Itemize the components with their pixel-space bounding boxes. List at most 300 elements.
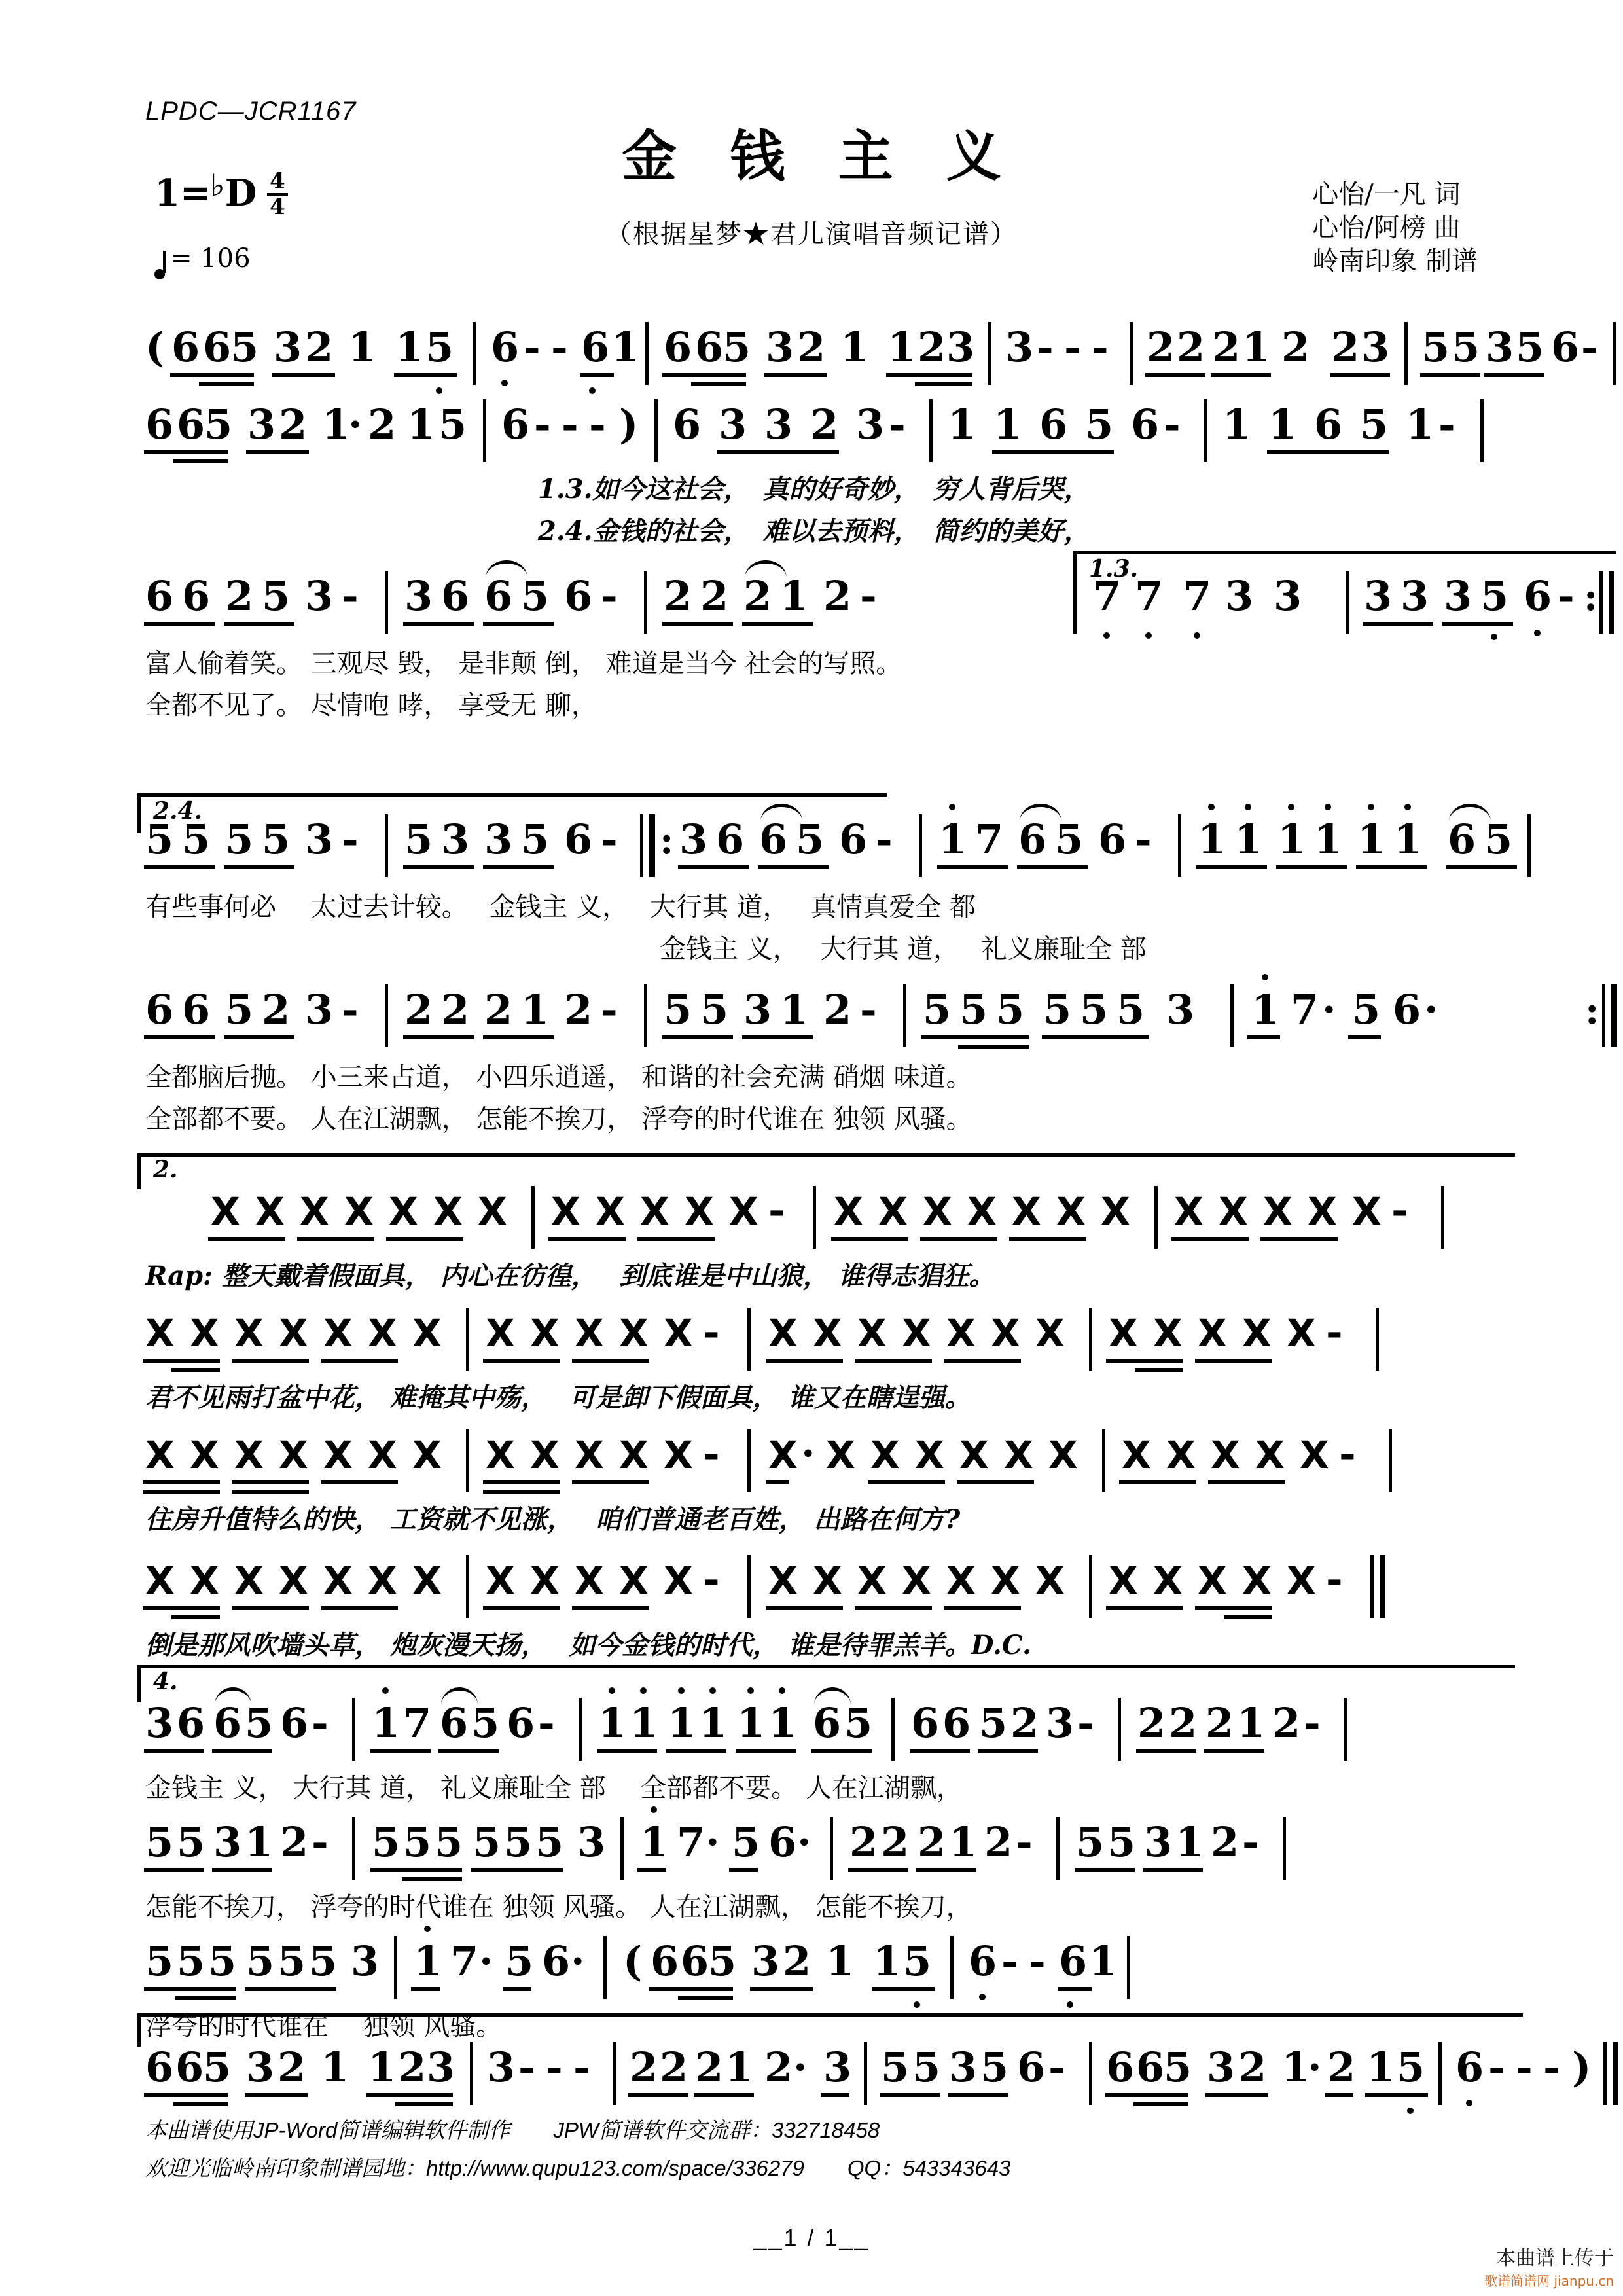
note: 7: [975, 816, 1004, 863]
note: 3: [743, 986, 772, 1033]
lyric-line: 富人偷着笑。 三观尽 毁， 是非颠 倒， 难道是当今 社会的写照。: [145, 649, 902, 679]
beam: [1208, 1480, 1285, 1484]
rap-x: X: [1287, 1311, 1316, 1355]
beam: [1196, 865, 1267, 869]
note: 5: [708, 1937, 737, 1985]
rap-x: X: [279, 1311, 308, 1355]
rap-x: X: [596, 1189, 625, 1234]
note: 5: [504, 1818, 533, 1866]
note: 2: [810, 401, 839, 448]
note: 6: [440, 1699, 469, 1747]
watermark: [1484, 2242, 1614, 2289]
beam: [438, 1749, 499, 1753]
note: 2: [823, 986, 852, 1033]
note: 2: [564, 986, 593, 1033]
beam: [232, 1480, 309, 1484]
rap-x: X: [967, 1189, 997, 1234]
rap-x: X: [575, 1311, 604, 1355]
beam: [937, 865, 1008, 869]
rap-x: X: [902, 1311, 931, 1355]
barline: [1283, 1817, 1286, 1880]
note: 6: [542, 1937, 571, 1985]
rap-x: X: [619, 1558, 649, 1603]
barline: [620, 1817, 624, 1880]
low-octave-dot: [1491, 634, 1497, 640]
beam: [1204, 1749, 1264, 1753]
note: 1: [368, 2043, 397, 2091]
beam: [403, 622, 474, 626]
barline: [1344, 1698, 1347, 1761]
beam: [957, 1480, 1034, 1484]
barline: [579, 1698, 582, 1761]
note: 2: [797, 323, 826, 371]
note: 3: [679, 816, 708, 863]
rap-lyrics-2: [145, 1377, 1480, 1429]
lyric-line: 倒是那风吹墙头草， 炮灰漫天扬， 如今金钱的时代， 谁是待罪羔羊。D.C.: [145, 1630, 1032, 1660]
beam: [144, 1987, 236, 1991]
rap-x: X: [368, 1558, 397, 1603]
note-row-8: [145, 1937, 1480, 1996]
song-subtitle: （根据星梦★君儿演唱音频记谱）: [605, 219, 1018, 249]
beam: [402, 1877, 462, 1881]
final-bracket: [137, 2013, 1523, 2047]
note: 2: [1211, 1818, 1240, 1866]
note: 5: [262, 572, 291, 620]
credit-lyricist: 心怡/一凡 词: [1312, 179, 1461, 209]
barline: [394, 1936, 397, 1999]
beam: [691, 382, 746, 386]
sustain-dash: -: [546, 2043, 563, 2091]
note: 1: [640, 1818, 669, 1866]
lyric-line: 住房升值特么的快， 工资就不见涨， 咱们普通老百姓， 出路在何方?: [145, 1504, 961, 1535]
beam: [471, 1868, 563, 1872]
barline: [813, 1186, 816, 1249]
note: 1: [1366, 2043, 1395, 2091]
note: 6: [651, 1937, 679, 1985]
beam: [1276, 865, 1347, 869]
beam: [170, 373, 254, 377]
beam: [1195, 1606, 1272, 1610]
dot: ·: [479, 1937, 493, 1985]
tie: [745, 560, 787, 578]
rap-x: X: [768, 1433, 798, 1477]
rap-x: X: [1300, 1433, 1329, 1477]
note: 2: [743, 572, 772, 620]
beam: [1205, 2093, 1268, 2097]
lyric-line: 全都不见了。 尽情咆 哮， 享受无 聊，: [145, 691, 597, 721]
barline: [1370, 1555, 1374, 1618]
note: 2: [484, 986, 513, 1033]
note: 7: [1291, 986, 1319, 1033]
note: 1: [372, 1699, 401, 1747]
rap-note-row-1: [145, 1186, 1480, 1247]
barline: [466, 1429, 469, 1492]
note: 2: [225, 572, 254, 620]
meter-denominator: 4: [270, 193, 285, 220]
barline: [1480, 399, 1484, 462]
sustain-dash: -: [524, 323, 541, 371]
note: 1: [725, 2043, 754, 2091]
high-octave-dot: [1325, 804, 1331, 810]
rap-x: X: [145, 1433, 175, 1477]
beam: [212, 1749, 272, 1753]
note: 6: [1039, 401, 1068, 448]
beam: [483, 1035, 554, 1039]
note: 6: [1448, 816, 1476, 863]
beam: [199, 382, 254, 386]
rap-x: X: [1035, 1558, 1065, 1603]
barline: [1127, 1936, 1130, 1999]
note: 2: [660, 2043, 688, 2091]
note: 7: [1093, 572, 1122, 620]
note: 2: [664, 572, 692, 620]
beam: [1136, 1749, 1196, 1753]
beam: [1363, 622, 1433, 626]
note: 3: [427, 2043, 455, 2091]
barline: [919, 814, 922, 877]
rap-x: X: [1109, 1311, 1138, 1355]
note: 1: [598, 1699, 627, 1747]
beam: [232, 1606, 309, 1610]
sustain-dash: -: [342, 986, 359, 1033]
rap-x: X: [1308, 1189, 1337, 1234]
rap-x: X: [1048, 1433, 1078, 1477]
barline: [1441, 1186, 1444, 1249]
beam: [1106, 1606, 1183, 1610]
beam: [143, 1490, 220, 1494]
note: 2: [398, 2043, 427, 2091]
rap-x: X: [1056, 1189, 1086, 1234]
rap-x: X: [234, 1433, 264, 1477]
note: 5: [1055, 816, 1084, 863]
rap-x: X: [368, 1311, 397, 1355]
barline: [929, 399, 933, 462]
beam: [1442, 622, 1513, 626]
rap-x: X: [279, 1433, 308, 1477]
note: 3: [1166, 986, 1195, 1033]
note: 2: [1272, 1699, 1301, 1747]
barline: [603, 1936, 607, 1999]
barline: [891, 1698, 895, 1761]
sustain-dash: -: [562, 401, 579, 448]
lyrics-block-4: [145, 1056, 1480, 1148]
note: 6: [491, 323, 520, 371]
note: 5: [435, 1818, 463, 1866]
volta-number: 4.: [153, 1668, 178, 1695]
note: 2: [305, 323, 334, 371]
note: 1: [414, 1937, 442, 1985]
credit-engraver: 岭南印象 制谱: [1312, 246, 1478, 277]
lyric-line: 金钱主 义， 大行其 道， 礼义廉耻全 部 全部都不要。 人在江湖飘，: [145, 1773, 963, 1803]
sustain-dash: -: [1077, 1699, 1094, 1747]
barline: [747, 1308, 751, 1371]
note: 5: [521, 816, 550, 863]
beam: [403, 1035, 474, 1039]
beam: [144, 1035, 215, 1039]
beam: [1075, 1868, 1135, 1872]
note: 3: [764, 401, 793, 448]
note: 3: [949, 2043, 978, 2091]
barline: [1154, 1186, 1158, 1249]
note: 3: [1005, 323, 1034, 371]
rap-x: X: [145, 1311, 175, 1355]
beam: [1224, 1615, 1272, 1619]
rap-x: X: [323, 1433, 353, 1477]
note: 1: [768, 1699, 797, 1747]
barline: [654, 399, 658, 462]
note: 6: [1314, 401, 1343, 448]
beam: [224, 865, 294, 869]
beam: [144, 622, 215, 626]
note: 7: [1135, 572, 1164, 620]
beam: [694, 2093, 754, 2097]
rap-x: X: [826, 1433, 855, 1477]
note: 1: [1394, 816, 1423, 863]
note-row-2: [145, 401, 1480, 459]
note: 6: [813, 1699, 842, 1747]
rap-x: X: [323, 1311, 353, 1355]
rap-x: X: [211, 1189, 240, 1234]
dot: ·: [348, 401, 363, 448]
rap-x: X: [1263, 1189, 1293, 1234]
lyric-line: 浮夸的时代谁在 独领 风骚。: [145, 2011, 503, 2041]
beam: [1330, 373, 1390, 377]
beam: [224, 1035, 294, 1039]
tempo-marking: [154, 243, 251, 274]
time-signature: [267, 170, 288, 218]
beam: [958, 1045, 1029, 1049]
note: 2: [1010, 1699, 1039, 1747]
rap-x: X: [486, 1433, 515, 1477]
sustain-dash: -: [1029, 1937, 1046, 1985]
note: 2: [1147, 323, 1175, 371]
beam: [572, 1480, 649, 1484]
note: 5: [372, 1818, 401, 1866]
note: 5: [177, 1937, 205, 1985]
paren-open: (: [145, 323, 165, 371]
note: 1: [1234, 816, 1263, 863]
note: 6: [145, 572, 174, 620]
beam: [666, 1749, 726, 1753]
beam: [662, 1035, 733, 1039]
beam: [1042, 1035, 1149, 1039]
note: 6: [681, 1937, 709, 1985]
beam: [662, 622, 733, 626]
rap-x: X: [190, 1433, 219, 1477]
barline: [747, 1555, 751, 1618]
note: 6: [1098, 816, 1127, 863]
note: 1: [1242, 323, 1271, 371]
beam: [1247, 1035, 1280, 1039]
note: 1: [668, 1699, 696, 1747]
sustain-dash: -: [1135, 816, 1152, 863]
note: 5: [1484, 816, 1513, 863]
barline: [1102, 1429, 1105, 1492]
rap-x: X: [1153, 1311, 1183, 1355]
barline: [1056, 1817, 1060, 1880]
final-barline-thick: [1380, 1555, 1385, 1618]
beam: [597, 1749, 657, 1753]
rap-x: X: [255, 1189, 285, 1234]
sustain-dash: -: [889, 401, 906, 448]
sustain-dash: -: [601, 986, 618, 1033]
note: 5: [403, 1818, 432, 1866]
rap-x: X: [685, 1189, 714, 1234]
beam: [483, 622, 554, 626]
barline: [645, 322, 649, 385]
rap-note-row-3: [145, 1429, 1480, 1491]
barline: [352, 1817, 355, 1880]
beam: [1211, 373, 1271, 377]
credit-composer: 心怡/阿榜 曲: [1312, 213, 1461, 243]
note: 6: [171, 323, 200, 371]
barline: [385, 984, 388, 1047]
note: 3: [1225, 572, 1254, 620]
rap-x: X: [923, 1189, 952, 1234]
sustain-dash: -: [551, 323, 568, 371]
note: 6: [441, 572, 470, 620]
rap-x: X: [1035, 1311, 1065, 1355]
note: 2: [404, 986, 433, 1033]
low-octave-dot: [1145, 632, 1152, 639]
beam: [548, 1237, 626, 1241]
sustain-dash: -: [1242, 1818, 1259, 1866]
rap-x: X: [530, 1558, 560, 1603]
note: 3: [751, 1937, 780, 1985]
note: 3: [856, 401, 885, 448]
sustain-dash: -: [703, 1429, 720, 1477]
beam: [766, 1359, 843, 1363]
note: 2: [849, 1818, 878, 1866]
high-octave-dot: [609, 1687, 615, 1694]
beam: [483, 865, 554, 869]
note: 2: [1169, 1699, 1198, 1747]
sustain-dash: -: [1164, 401, 1181, 448]
note: 6: [1524, 572, 1552, 620]
low-octave-dot: [589, 387, 596, 394]
rap-x: X: [1198, 1311, 1227, 1355]
dot: ·: [1424, 986, 1438, 1033]
beam: [1143, 1868, 1203, 1872]
note: 3: [946, 323, 975, 371]
note: 1: [1268, 401, 1297, 448]
note: 2: [1137, 1699, 1166, 1747]
rap-x: X: [1219, 1189, 1248, 1234]
rap-x: X: [946, 1311, 976, 1355]
beam: [580, 373, 614, 377]
beam: [144, 2093, 228, 2097]
beam: [272, 373, 335, 377]
rap-x: X: [640, 1189, 669, 1234]
sustain-dash: -: [312, 1699, 329, 1747]
note: 5: [700, 986, 729, 1033]
note: 7: [1183, 572, 1212, 620]
rap-x: X: [1122, 1433, 1151, 1477]
beam: [386, 1237, 463, 1241]
beam: [395, 2102, 453, 2106]
beam: [637, 1868, 666, 1872]
rap-x: X: [768, 1558, 798, 1603]
beam: [483, 1606, 560, 1610]
barline: [988, 322, 991, 385]
barline: [1089, 1555, 1092, 1618]
beam: [916, 1868, 976, 1872]
beam: [321, 1606, 398, 1610]
sustain-dash: -: [1488, 2043, 1505, 2091]
barline: [1376, 1308, 1379, 1371]
note: 3: [1486, 323, 1514, 371]
note: 3: [351, 1937, 380, 1985]
barline: [864, 2042, 867, 2105]
beam: [321, 1480, 398, 1484]
beam: [1365, 2093, 1428, 2097]
volta-number: 2.: [153, 1156, 178, 1183]
barline: [385, 571, 388, 634]
beam: [370, 1749, 431, 1753]
final-barline-thick: [1609, 571, 1614, 634]
note: 1: [949, 1818, 978, 1866]
note: 5: [145, 1937, 174, 1985]
note: 1: [1222, 401, 1251, 448]
note: 3: [305, 986, 334, 1033]
sustain-dash: -: [876, 816, 893, 863]
beam: [483, 1480, 560, 1484]
rap-x: X: [412, 1558, 442, 1603]
note: 1: [1357, 816, 1386, 863]
lyrics-block-6: [145, 1767, 1480, 1817]
beam: [1133, 2102, 1188, 2106]
lyrics-block-3: [145, 886, 1480, 971]
lyric-line: 金钱主 义， 大行其 道， 礼义廉耻全 部: [660, 934, 1147, 964]
beam: [662, 373, 746, 377]
rap-x: X: [389, 1189, 418, 1234]
rap-x: X: [1255, 1433, 1285, 1477]
sustain-dash: -: [1516, 2043, 1533, 2091]
rap-x: X: [478, 1189, 507, 1234]
barline: [613, 2042, 616, 2105]
note: 2: [279, 401, 308, 448]
note: 1: [630, 1699, 658, 1747]
note: 6: [182, 572, 211, 620]
dot: ·: [705, 1818, 720, 1866]
note: 2: [1205, 1699, 1234, 1747]
beam: [173, 2102, 228, 2106]
beam: [297, 1237, 374, 1241]
beam: [1260, 1237, 1338, 1241]
beam: [678, 1996, 733, 2000]
note: 6: [507, 1699, 535, 1747]
note: 5: [732, 1818, 760, 1866]
rap-section: [145, 1156, 1480, 1677]
note: 6: [1059, 1937, 1088, 1985]
rap-x: X: [412, 1433, 442, 1477]
note: 5: [1421, 323, 1450, 371]
beam: [880, 2093, 940, 2097]
barline: [1527, 814, 1531, 877]
beam: [144, 450, 228, 454]
sustain-dash: -: [703, 1555, 720, 1603]
note: 5: [1164, 2043, 1192, 2091]
note: 2: [1177, 323, 1205, 371]
note: 5: [959, 986, 988, 1033]
note: 5: [521, 572, 550, 620]
sustain-dash: -: [1092, 323, 1109, 371]
beam: [572, 1359, 649, 1363]
barline: [1602, 984, 1605, 1047]
sustain-dash: -: [538, 1699, 555, 1747]
note: 1: [321, 2043, 349, 2091]
beam: [403, 865, 474, 869]
